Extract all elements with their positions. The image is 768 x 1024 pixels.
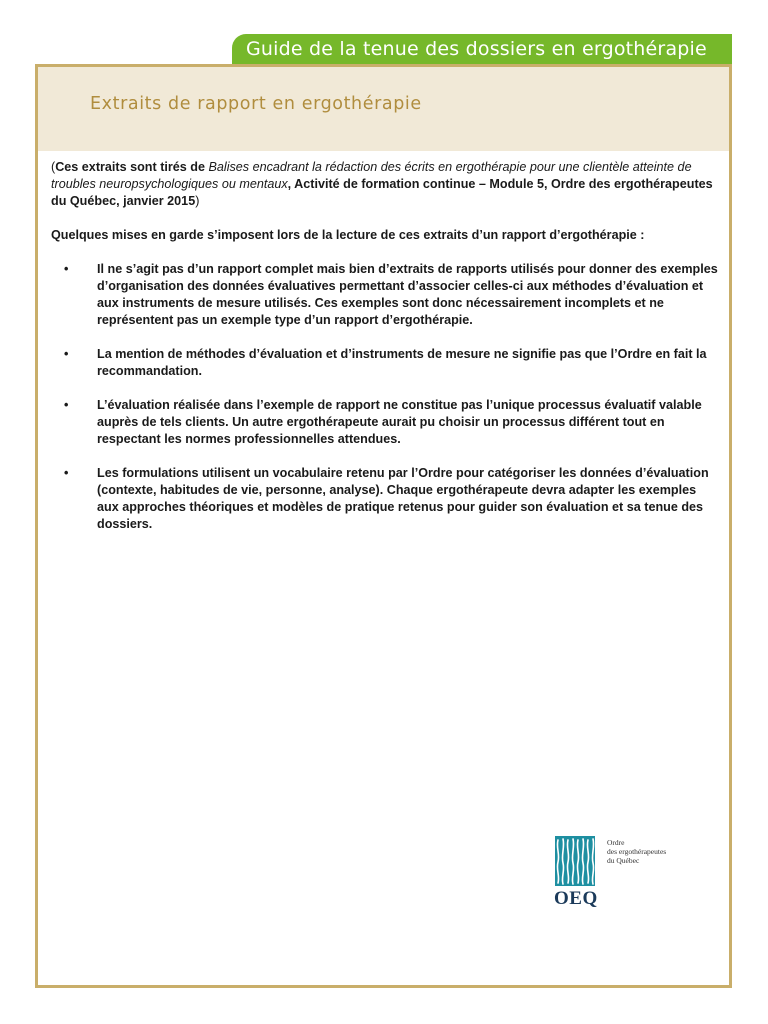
bullet-icon: • <box>64 262 69 276</box>
logo-mark-icon <box>555 836 595 886</box>
source-note-lead: Ces extraits sont tirés de <box>55 160 209 174</box>
logo-name-line: du Québec <box>607 856 640 865</box>
logo-name-line: Ordre <box>607 838 625 847</box>
source-note-title: Balises encadrant la rédaction des écrits en ergothérapie pour une clientèle atteinte de troubles neuropsychologiques ou mentaux <box>51 160 692 191</box>
bullet-icon: • <box>64 398 69 412</box>
source-note-details: , Activité de formation continue – Module 5, Ordre des ergothérapeutes du Québec, janvier 2015 <box>51 177 713 208</box>
warnings-intro: Quelques mises en garde s’imposent lors de la lecture de ces extraits d’un rapport d’ergothérapie : <box>51 228 645 242</box>
list-item-text: Il ne s’agit pas d’un rapport complet mais bien d’extraits de rapports utilisés pour donner des exemples d’organisation des données évaluatives permettant d’associer celles-ci aux méthodes d’évaluation et aux instruments de mesure utilisés. Ces exemples sont donc nécessairement incomplets et ne représentent pas un exemple type d’un rapport d’ergothérapie. <box>97 262 718 327</box>
list-item-text: La mention de méthodes d’évaluation et d’instruments de mesure ne signifie pas que l’Ordre en fait la recommandation. <box>97 347 707 378</box>
logo-organization-name <box>607 838 666 865</box>
page-content <box>51 159 719 550</box>
source-note-close-paren: ) <box>195 194 200 208</box>
source-note <box>51 159 719 210</box>
list-item-text: Les formulations utilisent un vocabulaire retenu par l’Ordre pour catégoriser les données d’évaluation (contexte, habitudes de vie, personne, analyse). Chaque ergothérapeute devra adapter les exemples aux approches théoriques et modèles de pratique retenus pour guider son évaluation et sa tenue des dossiers. <box>97 466 709 531</box>
list-item <box>51 465 719 533</box>
source-note-open-paren: ( <box>51 160 56 174</box>
list-item <box>51 261 719 329</box>
bullet-icon: • <box>64 466 69 480</box>
logo-acronym: OEQ <box>554 888 598 909</box>
guide-title-tab <box>232 34 732 64</box>
page-title: Extraits de rapport en ergothérapie <box>90 94 422 114</box>
warnings-list <box>51 261 719 533</box>
title-band <box>38 67 729 151</box>
bullet-icon: • <box>64 347 69 361</box>
list-item <box>51 346 719 380</box>
logo-name-line: des ergothérapeutes <box>607 847 667 856</box>
oeq-logo <box>555 836 685 912</box>
guide-title: Guide de la tenue des dossiers en ergothérapie <box>246 38 707 60</box>
list-item-text: L’évaluation réalisée dans l’exemple de rapport ne constitue pas l’unique processus évaluatif valable auprès de tels clients. Un autre ergothérapeute aurait pu choisir un processus différent tout en respectant les normes professionnelles attendues. <box>97 398 702 446</box>
list-item <box>51 397 719 448</box>
